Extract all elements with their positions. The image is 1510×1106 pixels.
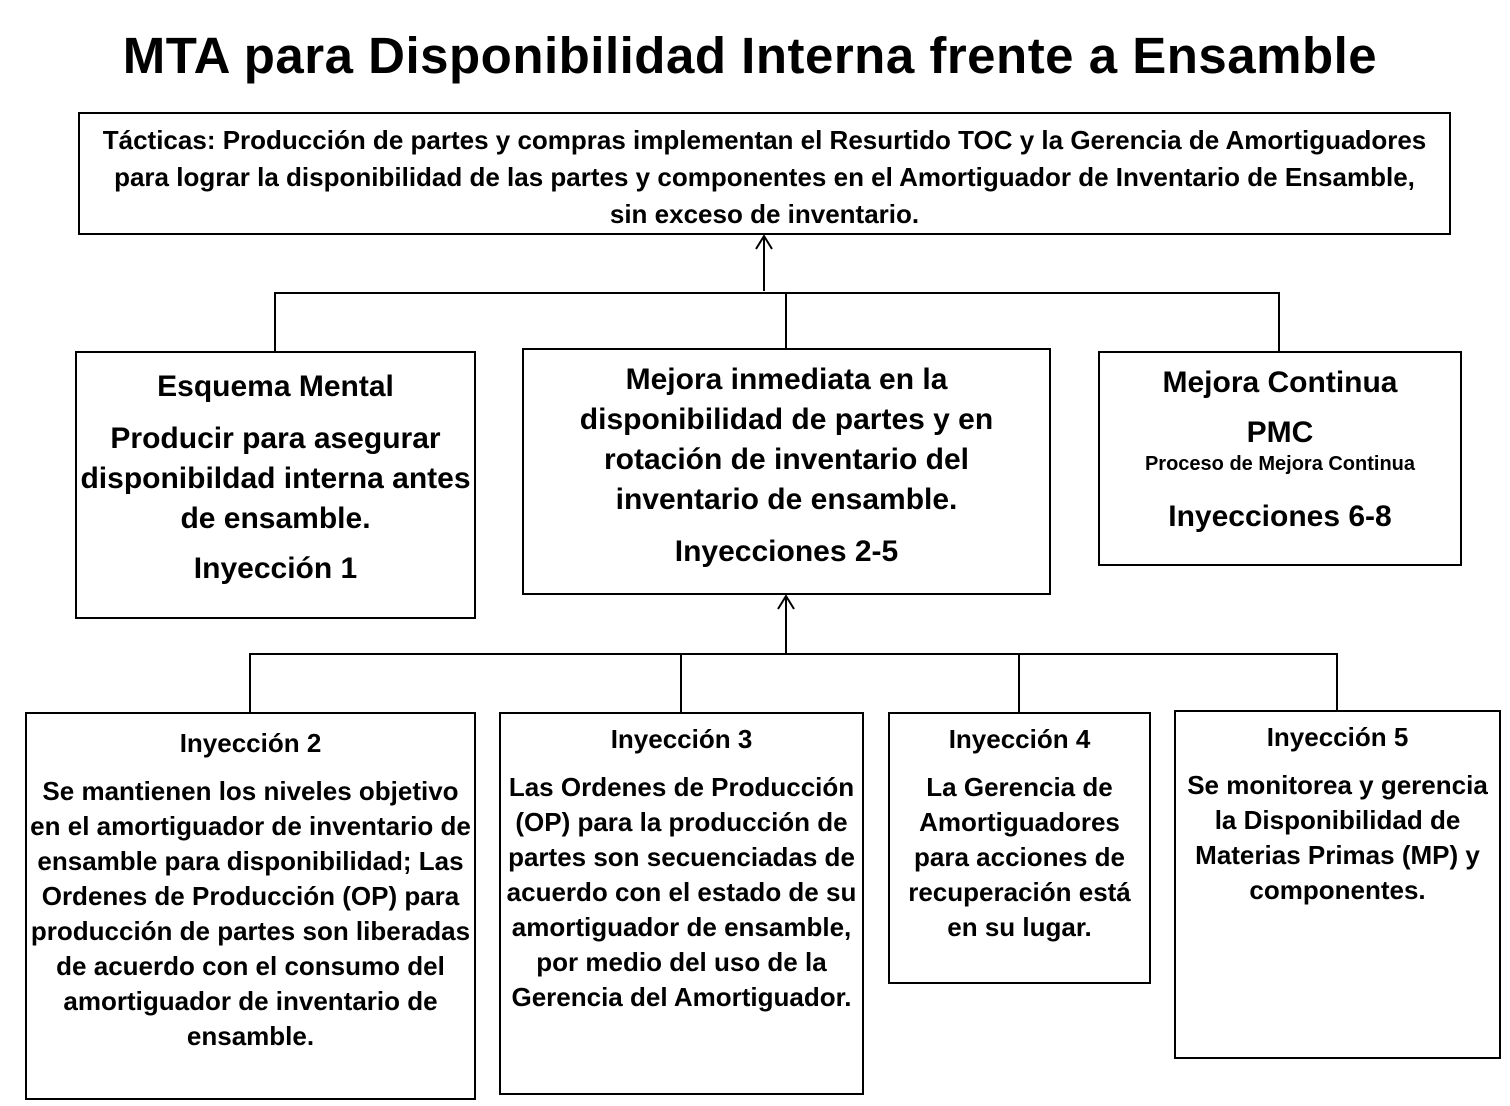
continuous-improvement-heading: Mejora Continua xyxy=(1162,366,1398,399)
injection-2-box xyxy=(25,712,476,1100)
injection-4-heading: Inyección 4 xyxy=(948,724,1091,754)
continuous-improvement-box xyxy=(1098,351,1462,566)
continuous-improvement-footer: Inyecciones 6-8 xyxy=(1168,500,1392,533)
page-title: MTA para Disponibilidad Interna frente a Ensamble xyxy=(122,27,1378,84)
injection-5-heading: Inyección 5 xyxy=(1266,722,1409,752)
injection-3-box xyxy=(499,712,864,1095)
injection-3-text: Las Ordenes de Producción (OP) para la producción de partes son secuenciadas de acuerdo con el estado de su amortiguador de ensamble, por medio del uso de la Gerencia del Amortiguador. xyxy=(506,772,857,1012)
immediate-improvement-text: Mejora inmediata en la disponibilidad de partes y en rotación de inventario del inventario de ensamble. xyxy=(579,363,994,516)
injection-2-heading: Inyección 2 xyxy=(179,728,322,758)
tactics-box xyxy=(78,112,1451,235)
immediate-improvement-box xyxy=(522,348,1051,595)
connector-esquema xyxy=(275,293,1279,351)
injection-4-text: La Gerencia de Amortiguadores para acciones de recuperación está en su lugar. xyxy=(908,772,1131,942)
injection-4-box xyxy=(888,712,1151,984)
injection-3-heading: Inyección 3 xyxy=(610,724,753,754)
continuous-improvement-description: Proceso de Mejora Continua xyxy=(1144,453,1416,475)
mental-scheme-box xyxy=(75,351,476,619)
continuous-improvement-subheading: PMC xyxy=(1246,416,1314,449)
mental-scheme-heading: Esquema Mental xyxy=(157,370,394,403)
mental-scheme-text: Producir para asegurar disponibildad interna antes de ensamble. xyxy=(80,422,471,535)
injection-5-text: Se monitorea y gerencia la Disponibilidad de Materias Primas (MP) y componentes. xyxy=(1187,770,1488,905)
immediate-improvement-footer: Inyecciones 2-5 xyxy=(674,535,899,568)
connector-iny2 xyxy=(250,654,1337,712)
mental-scheme-footer: Inyección 1 xyxy=(193,552,358,585)
tactics-text: Tácticas: Producción de partes y compras implementan el Resurtido TOC y la Gerencia de Amortiguadores para lograr la disponibilidad de las partes y componentes en el Amortiguador de Inventario de Ensamble, sin exceso de inventario. xyxy=(102,125,1427,229)
injection-5-box xyxy=(1174,710,1501,1059)
injection-2-text: Se mantienen los niveles objetivo en el amortiguador de inventario de ensamble para disponibilidad; Las Ordenes de Producción (OP) para producción de partes son liberadas de acuerdo con el consumo del amortiguador de inventario de ensamble. xyxy=(30,776,471,1051)
